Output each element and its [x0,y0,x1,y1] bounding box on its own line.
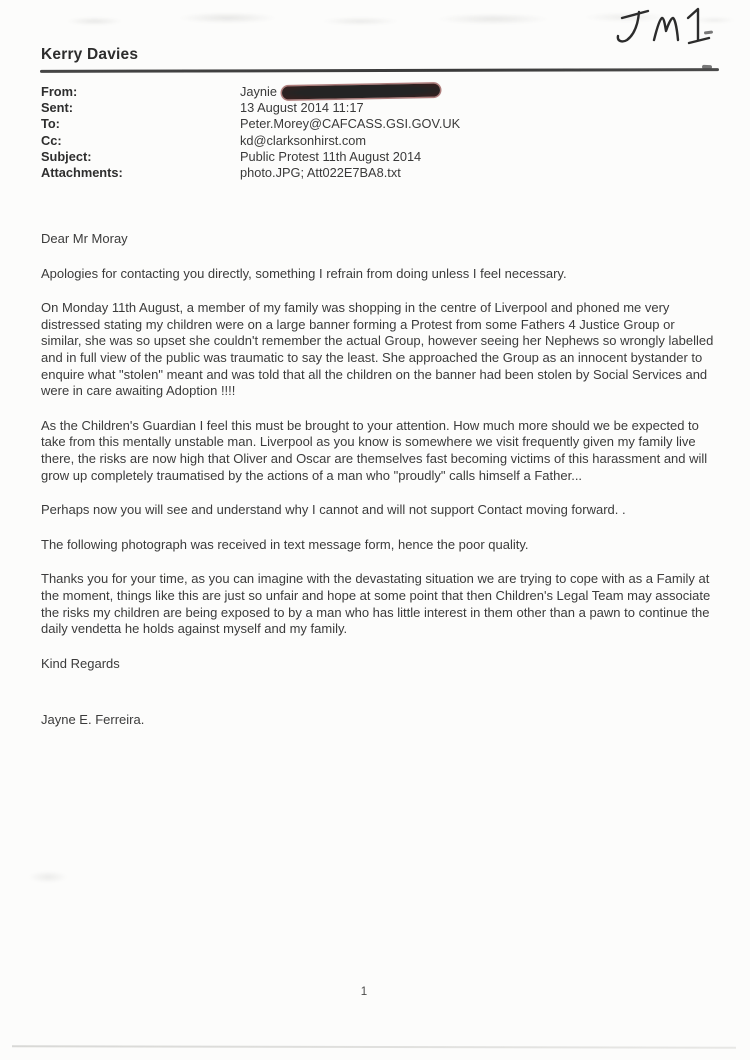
paragraph-3: As the Children's Guardian I feel this must be brought to your attention. How much more should we be expected to take from this mentally unstable man. Liverpool as you know is somewhere we visit frequently given my family live there, the risks are now high that Oliver and Oscar are themselves fast becoming victims of this harassment and will grow up completely traumatised by the actions of a man who "proudly" calls himself a Father... [41,417,708,483]
salutation: Dear Mr Moray [41,231,128,246]
to-value: Peter.Morey@CAFCASS.GSI.GOV.UK [240,116,461,132]
subject-label: Subject: [41,148,92,164]
subject-value: Public Protest 11th August 2014 [240,148,422,164]
paragraph-1: Apologies for contacting you directly, something I refrain from doing unless I feel necessary. [41,265,567,281]
paragraph-2: On Monday 11th August, a member of my family was shopping in the centre of Liverpool and phoned me very distressed stating my children were on a large banner forming a Protest from some Fathers 4 Justice Group or similar, she was so upset she couldn't remember the actual Group, however seeing her Nephews so wrongly labelled and in full view of the public was traumatic to say the least. She approached the Group as an innocent bystander to enquire what "stolen" meant and was told that all the children on the banner had been stolen by Social Services and were in care awaiting Adoption !!!! [41,300,714,399]
header-row-from [41,84,717,100]
sent-label: Sent: [41,100,73,116]
header-row-to [41,116,717,132]
page-number: 1 [360,986,368,998]
header-row-sent [41,100,717,116]
signature: Jayne E. Ferreira. [41,712,145,728]
paragraph-4: Perhaps now you will see and understand why I cannot and will not support Contact moving forward. . [41,502,626,518]
attachments-value: photo.JPG; Att022E7BA8.txt [240,165,401,181]
paragraph-5: The following photograph was received in text message form, hence the poor quality. [41,536,529,552]
letter-body [41,231,717,729]
header-row-subject [41,149,717,165]
scan-edge-line [12,1045,736,1048]
cc-label: Cc: [41,132,62,148]
redaction-mark [282,83,440,99]
email-header-block [41,84,717,181]
attachments-label: Attachments: [41,165,123,181]
closing: Kind Regards [41,655,120,671]
header-row-attachments [41,165,717,181]
from-value: Jaynie [240,84,440,100]
header-row-cc [41,133,717,149]
to-label: To: [41,116,60,132]
header-rule [40,68,719,73]
sent-value: 13 August 2014 11:17 [240,100,364,116]
memo-recipient-name: Kerry Davies [41,46,139,63]
scan-smudge [22,868,74,886]
from-label: From: [41,84,78,99]
cc-value: kd@clarksonhirst.com [240,132,367,148]
paragraph-6: Thanks you for your time, as you can imagine with the devastating situation we are trying to cope with as a Family at the moment, things like this are just so unfair and hope at some point that then Children's Legal Team may associate the risks my children are being exposed to by a man who has little interest in them other than a pawn to continue the daily vendetta he holds against myself and my family. [41,571,711,637]
